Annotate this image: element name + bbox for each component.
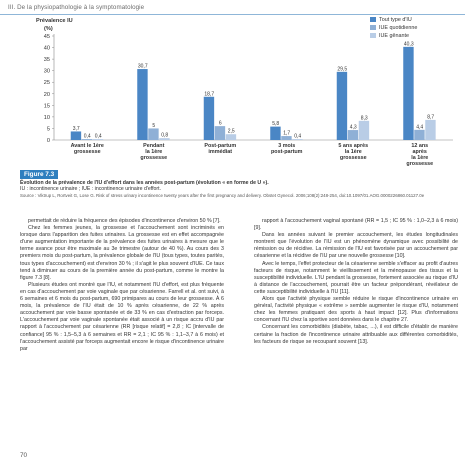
y-tick-label: 45 [43,34,50,40]
bar-value-label: 0,4 [94,133,102,140]
figure-label: Figure 7.3 [20,170,58,179]
bar-chart [18,16,461,168]
bar [71,131,81,140]
body-paragraph: Concernant les comorbidités (diabète, tabac, ...), il est difficile d'établir de manière certaine la fraction de l'incontinence urinaire attribuable aux différentes comorbidités, les facteurs de risque se recoupant souvent [13]. [254,324,458,345]
legend-label: IUE gênante [379,33,409,39]
x-tick-label: après [412,149,427,155]
bar-value-label: 30,7 [137,63,148,70]
bar [226,134,236,140]
body-column-left [20,218,224,353]
bar-value-label: 40,3 [403,41,414,48]
body-paragraph: permettait de réduire la fréquence des épisodes d'incontinence d'environ 50 % [7]. [28,218,221,224]
body-paragraph: Plusieurs études ont montré que l'IU, et notamment l'IU d'effort, est plus fréquente en cas d'accouchement par voie vaginale que par césarienne. Farrell et al. ont suivi, à 6 semaines et 6 mois du post-partum, 690 primipares au cours de leur grossesse. À 6 mois, la prévalence de l'IU était de 10 % après césarienne, de 22 % après accouchement par voie basse spontanée et de 33 % en cas d'extraction par forceps. L'accouchement par voie vaginale spontanée était associé à un risque accru d'IU par rapport à l'accouchement par césarienne (RR [risque relatif] = 2,8 ; IC [intervalle de confiance] 95 % : 1,5–5,3 à 6 semaines et RR = 2,1 ; IC 95 % : 1,1–3,7 à 6 mois) et l'accouchement assisté par forceps augmentait encore le risque d'incontinence urinaire par [20,281,224,352]
bar-value-label: 4,4 [416,124,424,131]
x-tick-label: la 1ère [344,149,362,155]
bar [337,72,347,140]
bar-value-label: 0,4 [83,133,91,140]
bar [215,126,225,140]
y-tick-label: 10 [43,114,50,121]
bar-value-label: 18,7 [204,91,215,98]
running-header: III. De la physiopathologie à la symptomatologie [8,4,145,11]
bar-value-label: 3,7 [72,125,80,132]
y-tick-label: 5 [46,126,50,133]
legend-swatch [370,25,376,30]
legend-label: Tout type d'IU [379,17,412,23]
page-number: 70 [20,452,28,459]
bar [281,136,291,140]
legend-swatch [370,33,376,38]
body-paragraph: Avec le temps, l'effet protecteur de la césarienne semble s'effacer au profit d'autres facteurs de risque, notamment le vieillissement et la ménopause des tissus et la susceptibilité individuelle. L'IU pendant la grossesse, fortement associée au risque d'IU à distance de l'accouchement, pourrait être un facteur prépondérant, révélateur de cette susceptibilité individuelle à l'IU [11]. [254,260,458,295]
bar [425,120,435,140]
x-tick-label: 12 ans [411,143,429,149]
x-tick-label: la 1ère [411,155,429,161]
bar-value-label: 5 [152,122,156,129]
x-tick-label: 5 ans après [338,143,369,149]
legend-swatch [370,17,376,22]
bar-value-label: 1,7 [283,130,291,137]
x-tick-label: Pendant [143,143,165,149]
bar-value-label: 4,3 [349,124,357,131]
caption-title: Évolution de la prévalence de l'IU d'effort dans les années post-partum (évolution « en forme de U »). [20,180,269,186]
legend-label: IUE quotidienne [379,25,418,31]
x-tick-label: Avant le 1ère [70,143,104,149]
bar [348,130,358,140]
header-rule [0,14,465,15]
bar-value-label: 8,7 [427,114,435,121]
x-tick-label: post-partum [271,149,303,155]
x-tick-label: grossesse [73,149,101,155]
caption-abbreviations: IU : incontinence urinaire ; IUE : incontinence urinaire d'effort. [20,186,162,193]
bar [148,128,158,140]
x-tick-label: grossesse [140,155,168,161]
y-tick-label: 20 [43,91,50,98]
bar-value-label: 6 [218,120,222,127]
body-paragraph: Chez les femmes jeunes, la grossesse et l'accouchement sont incriminés en lorsque dans l'apparition des fuites urinaires. La grossesse est en effet accompagnée d'une augmentation importante de la prévalence des fuites urinaires à mesure que le terme avance pour être maximale au 3e trimestre (autour de 40 %). Au cours des 3 premiers mois du post-partum, la prévalence globale de l'IU (tous types, toutes parités, tous types d'accouchement) est d'environ 30 % ; il s'agit le plus souvent d'IUE. Ce taux tend à diminuer au cours de la première année du post-partum, comme le montre la figure 7.3 [8]. [20,225,224,281]
y-axis-unit: (%) [44,26,53,32]
x-tick-label: la 1ère [145,149,163,155]
bar [204,97,214,140]
bar-value-label: 5,8 [272,121,280,128]
x-tick-label: immédiat [208,149,233,155]
y-axis-title: Prévalence IU [36,18,73,24]
bar-value-label: 2,5 [227,128,235,135]
x-tick-label: 3 mois [278,143,296,149]
bar [137,69,147,140]
bar-value-label: 0,4 [294,133,302,140]
y-tick-label: 40 [43,45,50,52]
bar-value-label: 29,5 [337,66,348,73]
bar [403,47,413,140]
figure-caption [20,180,440,199]
bar [270,127,280,140]
body-paragraph: rapport à l'accouchement vaginal spontané (RR = 1,5 ; IC 95 % : 1,0–2,3 à 6 mois) [9]. [254,218,458,232]
x-tick-label: grossesse [339,155,367,161]
y-tick-label: 25 [43,80,50,87]
y-tick-label: 0 [46,138,50,144]
bar [359,121,369,140]
y-tick-label: 30 [43,68,50,75]
body-column-right [254,218,458,346]
bar [414,130,424,140]
x-tick-label: grossesse [406,161,434,167]
caption-source: Source : Viktrup L, Rortveit G, Lose G. Risk of stress urinary incontinence twenty years after the first pregnancy and delivery. Obstet Gynecol. 2006;108(2):248-254, doi:10.1097/01.AOG.0000226860.01127.0e [20,192,425,198]
x-tick-label: Post-partum [204,143,237,149]
bar-value-label: 0,8 [161,132,169,139]
body-paragraph: Alors que l'activité physique semble réduire le risque d'incontinence urinaire en général, l'activité physique « extrême » semble augmenter le risque d'IU, notamment chez les femmes pratiquant des sports à haut impact [12]. Plus d'informations concernant l'IU chez la sportive sont données dans le chapitre 27. [254,296,458,324]
y-tick-label: 35 [43,57,50,64]
y-tick-label: 15 [43,103,50,110]
bar-value-label: 8,3 [360,115,368,122]
body-paragraph: Dans les années suivant le premier accouchement, les études longitudinales montrent que l'évolution de l'IU est un phénomène dynamique avec possibilité de rémission ou de récidive. La rémission de l'IU est favorisée par un accouchement par césarienne et la récidive de l'IU par une nouvelle grossesse [10]. [254,232,458,260]
